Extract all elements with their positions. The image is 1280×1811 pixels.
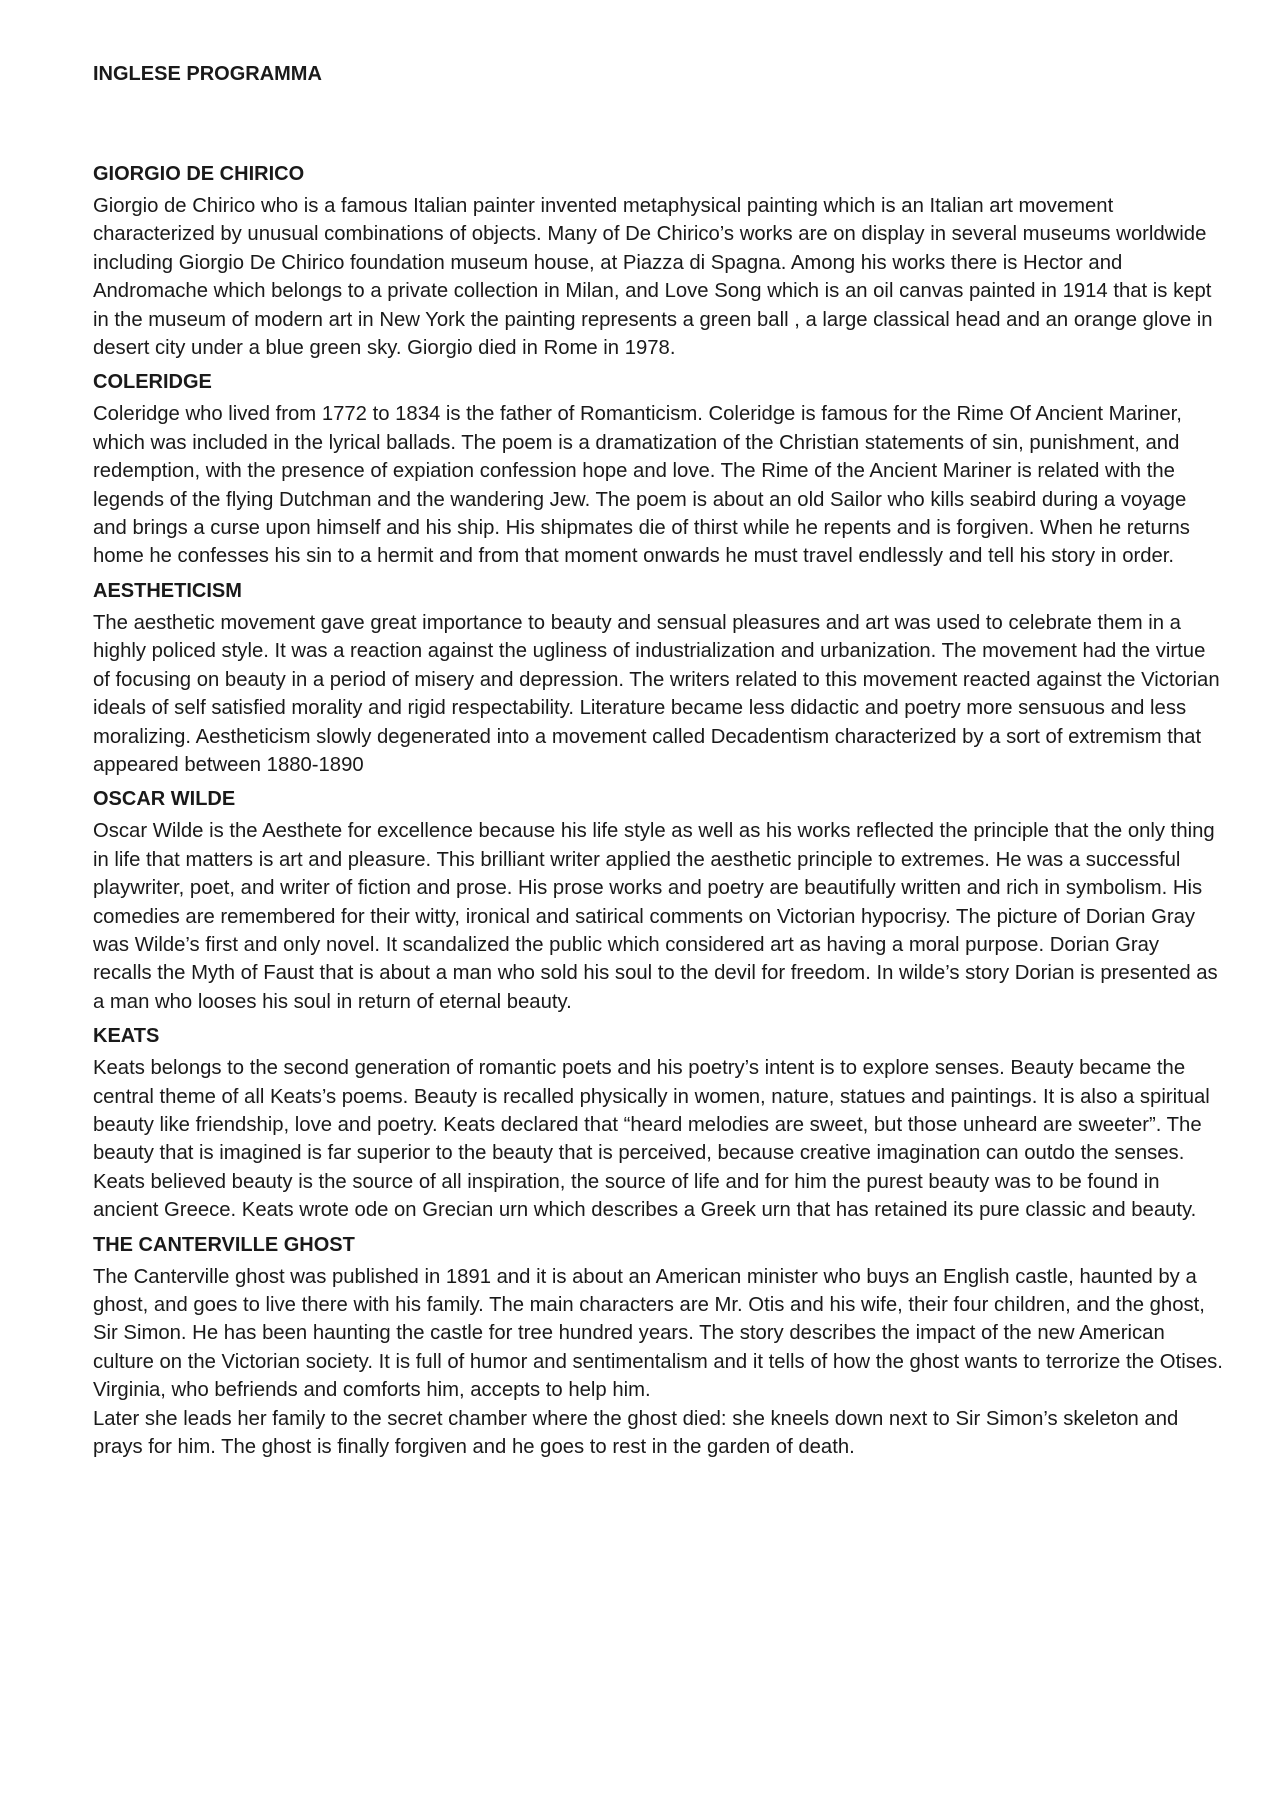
section-body xyxy=(93,609,1223,779)
paragraph: Keats belongs to the second generation of romantic poets and his poetry’s intent is to explore senses. Beauty became the central theme of all Keats’s poems. Beauty is recalled physically in women, nature, statues and paintings. It is also a spiritual beauty like friendship, love and poetry. Keats declared that “heard melodies are sweet, but those unheard are sweeter”. The beauty that is imagined is far superior to the beauty that is perceived, because creative imagination can outdo the senses. Keats believed beauty is the source of all inspiration, the source of life and for him the purest beauty was to be found in ancient Greece. Keats wrote ode on Grecian urn which describes a Greek urn that has retained its pure classic and beauty. xyxy=(93,1057,1210,1222)
section-body xyxy=(93,1263,1223,1462)
section-body xyxy=(93,817,1223,1016)
document-title: INGLESE PROGRAMMA xyxy=(93,63,322,85)
section-de-chirico xyxy=(93,160,1223,362)
section-oscar-wilde xyxy=(93,785,1223,1016)
paragraph: Coleridge who lived from 1772 to 1834 is the father of Romanticism. Coleridge is famous for the Rime Of Ancient Mariner, which was included in the lyrical ballads. The poem is a dramatization of the Christian statements of sin, punishment, and redemption, with the presence of expiation confession hope and love. The Rime of the Ancient Mariner is related with the legends of the flying Dutchman and the wandering Jew. The poem is about an old Sailor who kills seabird during a voyage and brings a curse upon himself and his ship. His shipmates die of thirst while he repents and is forgiven. When he returns home he confesses his sin to a hermit and from that moment onwards he must travel endlessly and tell his story in order. xyxy=(93,403,1190,568)
section-coleridge xyxy=(93,368,1223,570)
section-body xyxy=(93,1054,1223,1224)
section-heading: AESTHETICISM xyxy=(93,579,242,602)
paragraph: Oscar Wilde is the Aesthete for excellence because his life style as well as his works reflected the principle that the only thing in life that matters is art and pleasure. This brilliant writer applied the aesthetic principle to extremes. He was a successful playwriter, poet, and writer of fiction and prose. His prose works and poetry are beautifully written and rich in symbolism. His comedies are remembered for their witty, ironical and satirical comments on Victorian hypocrisy. The picture of Dorian Gray was Wilde’s first and only novel. It scandalized the public which considered art as having a moral purpose. Dorian Gray recalls the Myth of Faust that is about a man who sold his soul to the devil for freedom. In wilde’s story Dorian is presented as a man who looses his soul in return of eternal beauty. xyxy=(93,820,1218,1013)
section-heading: KEATS xyxy=(93,1025,160,1048)
section-heading: OSCAR WILDE xyxy=(93,788,236,811)
paragraph: The Canterville ghost was published in 1891 and it is about an American minister who buys an English castle, haunted by a ghost, and goes to live there with his family. The main characters are Mr. Otis and his wife, their four children, and the ghost, Sir Simon. He has been haunting the castle for tree hundred years. The story describes the impact of the new American culture on the Victorian society. It is full of humor and sentimentalism and it tells of how the ghost wants to terrorize the Otises. Virginia, who befriends and comforts him, accepts to help him. xyxy=(93,1265,1223,1402)
section-heading: COLERIDGE xyxy=(93,371,212,394)
section-canterville-ghost xyxy=(93,1231,1223,1462)
section-body xyxy=(93,192,1223,362)
section-aestheticism xyxy=(93,577,1223,779)
paragraph: Later she leads her family to the secret chamber where the ghost died: she kneels down next to Sir Simon’s skeleton and prays for him. The ghost is finally forgiven and he goes to rest in the garden of death. xyxy=(93,1407,1179,1459)
paragraph: The aesthetic movement gave great importance to beauty and sensual pleasures and art was used to celebrate them in a highly policed style. It was a reaction against the ugliness of industrialization and urbanization. The movement had the virtue of focusing on beauty in a period of misery and depression. The writers related to this movement reacted against the Victorian ideals of self satisfied morality and rigid respectability. Literature became less didactic and poetry more sensuous and less moralizing. Aestheticism slowly degenerated into a movement called Decadentism characterized by a sort of extremism that appeared between 1880-1890 xyxy=(93,611,1220,776)
section-heading: THE CANTERVILLE GHOST xyxy=(93,1233,355,1256)
document-page xyxy=(93,60,1223,1467)
section-body xyxy=(93,400,1223,570)
section-keats xyxy=(93,1022,1223,1224)
paragraph: Giorgio de Chirico who is a famous Italian painter invented metaphysical painting which is an Italian art movement characterized by unusual combinations of objects. Many of De Chirico’s works are on display in several museums worldwide including Giorgio De Chirico foundation museum house, at Piazza di Spagna. Among his works there is Hector and Andromache which belongs to a private collection in Milan, and Love Song which is an oil canvas painted in 1914 that is kept in the museum of modern art in New York the painting represents a green ball , a large classical head and an orange glove in desert city under a blue green sky. Giorgio died in Rome in 1978. xyxy=(93,195,1213,360)
section-heading: GIORGIO DE CHIRICO xyxy=(93,163,305,185)
